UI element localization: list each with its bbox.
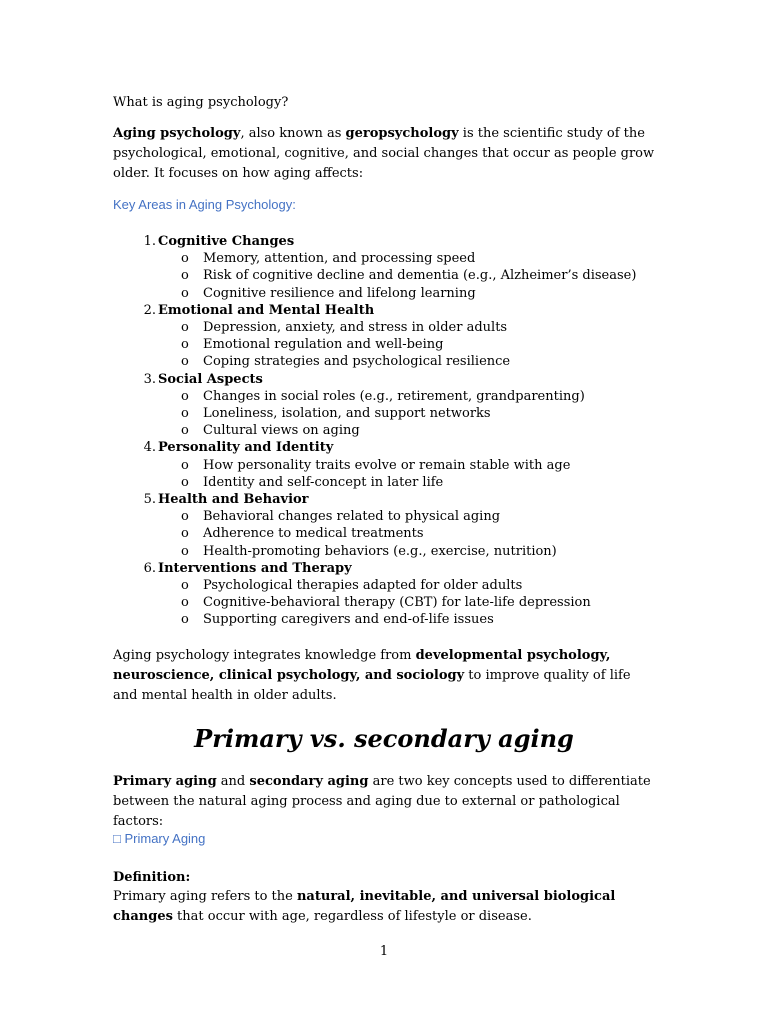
list-item <box>158 250 673 267</box>
area-title: Interventions and Therapy <box>158 560 352 576</box>
disciplines-bold: developmental psychology, neuroscience, clinical psychology, and sociology <box>113 648 611 683</box>
list-item-text: Cognitive-behavioral therapy (CBT) for late-life depression <box>203 595 591 611</box>
term-geropsychology: geropsychology <box>345 126 459 141</box>
list-item <box>158 285 673 302</box>
list-item-text: Adherence to medical treatments <box>203 526 424 542</box>
area-subitems <box>158 250 673 302</box>
list-item-text: How personality traits evolve or remain stable with age <box>203 457 571 473</box>
area-number: 5. <box>143 492 156 508</box>
area-subitems <box>158 577 673 629</box>
bullet-icon: o <box>181 423 189 439</box>
definition-bold: natural, inevitable, and universal biological changes <box>113 889 616 924</box>
area-item <box>113 233 673 302</box>
list-item <box>158 336 673 353</box>
list-item <box>158 474 673 491</box>
bullet-icon: o <box>181 612 189 628</box>
page-number: 1 <box>379 944 389 959</box>
area-item <box>113 371 673 440</box>
bullet-icon: o <box>181 578 189 594</box>
bullet-icon: o <box>181 526 189 542</box>
list-item-text: Coping strategies and psychological resilience <box>203 354 511 370</box>
area-number: 2. <box>143 302 156 318</box>
area-number: 3. <box>143 371 156 387</box>
term-secondary-aging: secondary aging <box>249 774 369 789</box>
list-item-text: Depression, anxiety, and stress in older adults <box>203 320 508 336</box>
list-item-text: Loneliness, isolation, and support networks <box>203 406 491 422</box>
list-item-text: Changes in social roles (e.g., retirement, grandparenting) <box>203 388 585 404</box>
list-item <box>158 457 673 474</box>
intro-paragraph: Aging psychology, also known as geropsychology is the scientific study of the psychological, emotional, cognitive, and social changes that occur as people grow older. It focuses on how aging affects: <box>113 126 655 181</box>
integrates-paragraph: Aging psychology integrates knowledge from developmental psychology, neuroscience, clinical psychology, and sociology to improve quality of life and mental health in older adults. <box>113 648 631 703</box>
box-icon: □ <box>113 831 121 846</box>
list-item-text: Cultural views on aging <box>203 423 360 439</box>
list-item-text: Risk of cognitive decline and dementia (e.g., Alzheimer’s disease) <box>203 268 637 284</box>
list-item-text: Identity and self-concept in later life <box>203 474 444 490</box>
list-item <box>158 525 673 542</box>
list-item <box>158 353 673 370</box>
list-item-text: Cognitive resilience and lifelong learning <box>203 285 476 301</box>
primary-aging-heading: □ Primary Aging <box>113 831 206 846</box>
definition-paragraph: Primary aging refers to the natural, inevitable, and universal biological changes that occur with age, regardless of lifestyle or disease. <box>113 889 616 924</box>
bullet-icon: o <box>181 595 189 611</box>
primary-vs-secondary-paragraph: Primary aging and secondary aging are two key concepts used to differentiate between the natural aging process and aging due to external or pathological factors: <box>113 774 651 829</box>
term-aging-psychology: Aging psychology <box>113 126 241 141</box>
list-item <box>158 388 673 405</box>
list-item <box>158 319 673 336</box>
key-areas-heading: Key Areas in Aging Psychology: <box>113 197 296 212</box>
bullet-icon: o <box>181 406 189 422</box>
key-areas-list <box>113 233 673 629</box>
area-title: Health and Behavior <box>158 492 309 508</box>
area-number: 6. <box>143 560 156 576</box>
section-title: Primary vs. secondary aging <box>194 724 574 753</box>
bullet-icon: o <box>181 388 189 404</box>
area-subitems <box>158 508 673 560</box>
list-item <box>158 508 673 525</box>
list-item <box>158 594 673 611</box>
area-subitems <box>158 388 673 440</box>
area-number: 1. <box>143 234 156 249</box>
area-number: 4. <box>143 440 156 456</box>
area-title: Emotional and Mental Health <box>158 302 375 318</box>
bullet-icon: o <box>181 337 189 353</box>
bullet-icon: o <box>181 509 189 525</box>
list-item-text: Emotional regulation and well-being <box>203 337 444 353</box>
list-item-text: Supporting caregivers and end-of-life issues <box>203 612 494 628</box>
list-item <box>158 543 673 560</box>
list-item <box>158 422 673 439</box>
area-item <box>113 491 673 560</box>
term-primary-aging: Primary aging <box>113 774 217 789</box>
area-title: Cognitive Changes <box>158 234 295 249</box>
area-item <box>113 560 673 629</box>
bullet-icon: o <box>181 251 189 267</box>
list-item-text: Psychological therapies adapted for older adults <box>203 578 523 594</box>
bullet-icon: o <box>181 474 189 490</box>
bullet-icon: o <box>181 457 189 473</box>
area-subitems <box>158 319 673 371</box>
area-item <box>113 302 673 371</box>
area-subitems <box>158 457 673 491</box>
area-title: Social Aspects <box>158 371 263 387</box>
definition-label: Definition: <box>113 870 191 885</box>
bullet-icon: o <box>181 543 189 559</box>
list-item <box>158 267 673 284</box>
intro-question: What is aging psychology? <box>113 95 289 110</box>
list-item <box>158 611 673 628</box>
area-item <box>113 439 673 491</box>
list-item-text: Behavioral changes related to physical aging <box>203 509 501 525</box>
bullet-icon: o <box>181 285 189 301</box>
list-item <box>158 577 673 594</box>
list-item <box>158 405 673 422</box>
area-title: Personality and Identity <box>158 440 334 456</box>
bullet-icon: o <box>181 354 189 370</box>
list-item-text: Memory, attention, and processing speed <box>203 251 476 267</box>
list-item-text: Health-promoting behaviors (e.g., exercise, nutrition) <box>203 543 557 559</box>
bullet-icon: o <box>181 320 189 336</box>
bullet-icon: o <box>181 268 189 284</box>
